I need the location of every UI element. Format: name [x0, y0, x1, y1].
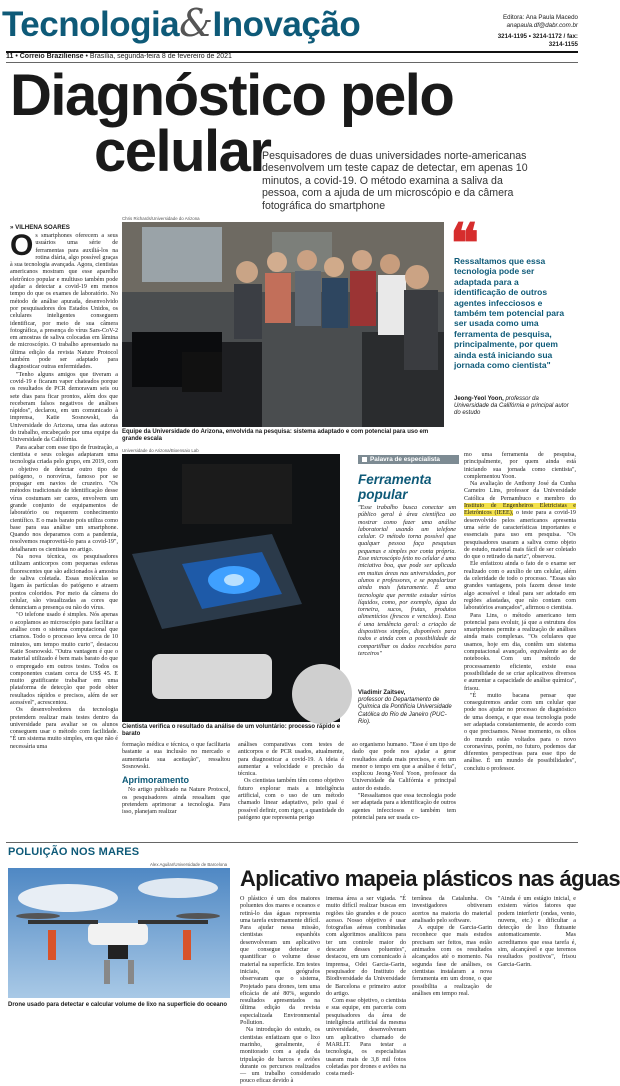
col1-paragraph-4: Na nova técnica, os pesquisadores utilizam anticorpos com pequenas esferas fluorescentes que são adicionados à amostra de saliva coletada. Essas moléculas se ligam às partículas do patógeno e atraem pontos coloridos. Por meio da câmera do celular, são visualizadas as cores que denunciam a presença ou não do vírus. [10, 554, 118, 612]
article1-column-2 [122, 742, 230, 838]
article-deck: Pesquisadores de duas universidades norte-americanas desenvolvem um teste capaz de detectar, em apenas 10 minutos, a covid-19. O método examina a saliva da pessoa, com a ajuda de um microscópio e da câmera fotográfica do smartphone [262, 150, 528, 212]
aprimoramento-subhead: Aprimoramento [122, 775, 190, 786]
expert-box-text: "Esse trabalho busca conectar um público geral à área científica ao mostrar como fazer uma análise laboratorial usando um telefone celular. O método torna possível que qualquer pessoa faça pesquisas pequenas e simples por conta própria. Esse microscópio feito no celular é uma iniciativa boa, que pode ser aplicada em muitas áreas nas universidades, por alunos e professores, e se popularizar ainda mais futuramente. É uma tecnologia que permite estudar vários líquidos, como, por exemplo, água da torneira, sucos, frutas, produtos alimentícios (frescos e vencidos). Essa é uma tendência geral: a criação de dispositivos simples, disponíveis para todos e ainda com a possibilidade de compartilhar os dados recebidos para terceiros" [358, 505, 456, 657]
pull-quote-attribution [454, 396, 574, 418]
section2-label: POLUIÇÃO NOS MARES [8, 846, 140, 858]
quote-icon: ❝ [450, 214, 480, 274]
article1-column-3 [238, 742, 344, 838]
expert-author: Vladimir Zaitsev, [358, 690, 406, 696]
article2-column-2 [326, 896, 406, 1078]
drone-photo [8, 868, 230, 998]
col5-text-2 [464, 481, 576, 561]
headline-line2: celular [94, 119, 271, 184]
col1-paragraph-6: Os desenvolvedores da tecnologia pretendem realizar mais testes dentro da universidade para avaliar se os alunos conseguem usar o método com facilidade. "É um sistema muito simples, em que não é necessária uma [10, 707, 118, 750]
team-photo-image [122, 222, 444, 427]
a2-col1-text: O plástico é um dos maiores poluentes dos mares e oceanos e retirá-lo das águas representa uma tarefa extremamente difícil. Para ajudar nessa missão, cientistas espanhóis desenvolveram um aplicativo que consegue detectar e quantificar o volume desse material na superfície. Em testes iniciais, os geógrafos observaram que o sistema, Projetado para drones, tem uma eficácia de até 80%, segundo resultados apresentados na última edição da revista especializada Environmental Pollution. [240, 896, 320, 1027]
section-masthead [2, 0, 472, 52]
a2-col2-text: Na introdução do estudo, os cientistas enfatizam que o lixo marinho, geralmente, é monitorado com a ajuda da tripulação de barcos e aviões durante os percursos realizados — um trabalho considerado pouco eficaz devido à [240, 1027, 320, 1085]
a2-col3-text: imensa área a ser vigiada. "É muito difícil realizar buscas em regiões tão grandes e de pouco acesso. Nosso objetivo é usar fotografias aéreas combinadas com algoritmos analíticos para ter um controle maior do descarte desses poluentes", destacou, em um comunicado à imprensa, Odei Garcia-Garin, pesquisador do Instituto de Biodiversidade da Universidade de Barcelona e primeiro autor do artigo. [326, 896, 406, 997]
pull-quote-role: professor da Universidade da Califórnia e principal autor do estudo [454, 396, 569, 417]
col5-text-2b: o teste para a covid-19 desenvolvido pelos americanos apresenta uma série de características importantes e essenciais para uso em pesquisa. "Os pesquisadores usaram a saliva como objeto de estudo, material mais fácil de ser coletado do que o retirado da nariz", observou. [464, 510, 576, 561]
article1-column-1 [10, 229, 118, 838]
a2-col5-text: terrânea da Catalunha. Os investigadores obtiveram acertos na maioria do material analisado pelo software. [412, 896, 492, 924]
col3-text-1: análises comparativas com testes de anticorpos e de PCR usados, atualmente, para diagnosticar a covid-19. A ideia é aumentar a velocidade e precisão da técnica. [238, 742, 344, 778]
article2-headline: Aplicativo mapeia plásticos nas águas [240, 866, 620, 891]
col2-text-2: No artigo publicado na Nature Protocol, os pesquisadores ainda ressaltam que pretendem aprimorar a tecnologia. Para isso, planejam realizar [122, 787, 230, 816]
smartphone-photo [122, 454, 340, 722]
col1-paragraph-1: s smartphones oferecem a seus usuários uma série de ferramentas para auxiliá-los na rotina diária, algo possível graças à sua tecnologia avançada. Agora, cientistas americanos mostram que esse aparelho eletrônico popular e multiuso também pode ajudar a detectar a covid-19 em menos tempo do que os exames de laboratório. No método de análise apurada, desenvolvido por pesquisadores dos Estados Unidos, os celulares inteligentes conseguem identificar, por meio de sua câmera fotográfica, a presença do vírus Sars-CoV-2 em amostras de saliva colocadas em lâmina de microscópio. O trabalho apresentado na última edição da revista Nature Protocol também pode ser adaptado para diagnosticar outras enfermidades. [10, 233, 118, 371]
article2-column-4 [498, 896, 576, 1020]
pull-quote: Ressaltamos que essa tecnologia pode ser adaptada para a identificação de outros agentes infecciosos e também tem potencial para ser usada como uma ferramenta de pesquisa, principalmente, por quem ainda está iniciando sua jornada como cientista" [454, 256, 565, 371]
smartphone-photo-image [122, 454, 340, 722]
masthead-title-part2: Inovação [212, 5, 361, 44]
photo2-caption: Cientista verifica o resultado da análise de um voluntário: processo rápido e barato [122, 724, 341, 737]
col1-paragraph-3: Para acabar com esse tipo de frustração, a cientista e seus colegas adaptaram uma tecnologia criada pelo grupo, em 2019, com o objetivo de detectar outro tipo de patógeno, o norovírus, famoso por se propagar em navios de cruzeiro. "Os métodos tradicionais de identificação desse vírus costumam ser caros, envolvem um grande conjunto de equipamentos de laboratório ou requerem conhecimento científico. E o mais barato pois utiliza como base para sua análise um smartphone. Quando nos deparamos com a pandemia, resolvemos reaproveitá-lo para a covid-19", detalharam os cientistas no artigo. [10, 444, 118, 553]
col4-text-2: "Ressaltamos que essa tecnologia pode ser adaptada para a identificação de outros agentes infecciosos e também tem potencial para ser usada co- [352, 793, 456, 821]
page-number: 11 [6, 53, 14, 60]
highlighted-ieee: Instituto de Engenheiros Eletricistas e Eletrônicos (IEEE), [464, 503, 576, 517]
a2-col4-text: Com esse objetivo, o cientista e sua equipe, em parceria com pesquisadores da área de inteligência artificial da mesma universidade, desenvolveram um aplicativo chamado de MARLIT. Para testar a tecnologia, os especialistas usaram mais de 3,8 mil fotos coletadas por drones e aviões na costa medi- [326, 998, 406, 1078]
col5-text-1: mo uma ferramenta de pesquisa, principalmente, por quem ainda está iniciando sua jornada como cientista", complementou Yoon. [464, 452, 576, 480]
expert-tag [358, 455, 459, 464]
photo3-caption: Drone usado para detectar e calcular volume de lixo na superfície do oceano [8, 1002, 228, 1008]
col5-text-3: Ele enfatizou ainda o fato de o exame ser realizado com o auxílio de um celular, além da celeridade de todo o processo. "Essas são grandes vantagens, pois fazem desse teste algo acessível e ideal para ser adotado em regiões afastadas, que não contam com laboratórios avançados", afirmou o cientista. [464, 561, 576, 612]
headline-line1: Diagnóstico pelo [10, 63, 454, 128]
col1-paragraph-2: "Tenho alguns amigos que tiveram a covid-19 e ficaram vaper chateados porque os resultados de PCR demoravam seis ou sete dias para ficar prontos, além dos que receberam falsos negativos de análises rápidos", declarou, em um comunicado à imprensa, Katie Sosnowski, da Universidade do Arizona, uma das autoras do trabalho, encabeçado por uma equipe da Universidade da Califórnia. [10, 371, 118, 444]
col1-paragraph-5: "O telefone usado é simples. Nós apenas o acoplamos ao microscópio para facilitar a análise com o sistema computacional que criamos. Todo o processo leva cerca de 10 minutos, um tempo muito curto", destacou Katie Sosnowski. "Outra vantagem é que o material utilizado é bem mais barato do que o empregado em outros testes. Todos os componentes custam cerca de US$ 45. E muito gratificante trabalhar em uma plataforma de detecção que pode obter resultados rápidos e precisos, além de ser acessível", acrescentou. [10, 612, 118, 706]
col5-text-4: Para Lins, o método americano tem potencial para evoluir, já que a estrutura dos smartphones permite a realização de análises ainda mais complexas. "Os celulares que usamos, hoje em dia, contêm um sistema computacional avançado, equivalente ao de notebooks. Com um método de processamento eficiente, existe essa possibilidade de se criar aplicativos diversos e aumentar a capacidade de análise química", frisou. [464, 612, 576, 692]
masthead-title-part1: Tecnologia [2, 5, 180, 44]
a2-col6-text: A equipe de Garcia-Garin reconhece que mais estudos precisam ser feitos, mas estão animados com os resultados alcançados até o momento. Na segunda fase de análises, os cientistas instalaram a nova ferramenta em um drone, o que possibilita a realização de análises em tempo real. [412, 925, 492, 997]
pull-quote-author: Jeong-Yeol Yoon, [454, 396, 504, 402]
masthead-ampersand: & [179, 1, 213, 45]
folio-line [6, 53, 232, 60]
photo2-credit: Universidade do Arizona/Bioensaio Lab [122, 448, 199, 453]
expert-box-title: Ferramenta popular [358, 472, 432, 502]
tag-square-icon [362, 457, 367, 462]
editor-info [488, 14, 578, 48]
section2-rule [6, 842, 578, 843]
col2-text-1: formação médica e técnica, o que facilitaria bastante a sua inclusão no mercado e aumentaria sua aceitação", ressaltou Sosnowski. [122, 742, 230, 770]
paper-name: • Correio Braziliense [15, 53, 84, 60]
editor-name: Editora: Ana Paula Macedo [503, 14, 578, 21]
expert-tag-label: Palavra de especialista [370, 456, 440, 463]
byline: » VILHENA SOARES [10, 224, 70, 231]
article2-column-1 [240, 896, 320, 1085]
col5-text-2a: Na avaliação de Anthony José da Cunha Carneiro Lins, professor da Universidade Católica de Pernambuco e membro do [464, 481, 576, 502]
drone-photo-image [8, 868, 230, 998]
editor-phones: 3214-1195 • 3214-1172 / fax: 3214-1155 [497, 33, 578, 48]
article1-column-4 [352, 742, 456, 838]
photo1-credit: Chris Richards/Universidade do Arizona [122, 216, 200, 221]
dropcap: O [10, 229, 34, 262]
expert-attribution [358, 690, 456, 726]
col4-text-1: ao organismo humano. "Esse é um tipo de dado que pode nos ajudar a gerar resultados ainda mais precisos, e em um menor o tempo em que a análise é feita", explicou Jeong-Yeol Yoon, professor da Universidade da Califórnia e principal autor do estudo. [352, 742, 456, 792]
col3-text-2: Os cientistas também têm como objetivo futuro explorar mais a inteligência artificial, com o uso de um método chamado linear adaptativo, pelo qual é possível definir, com rigor, a quantidade do patógeno que representa perigo [238, 778, 344, 821]
photo3-credit: Alex Aguilar/Universidade de Barcelona [150, 862, 228, 867]
editor-email[interactable]: anapaula.df@dabr.com.br [506, 21, 578, 29]
expert-role: professor do Departamento de Química da Pontifícia Universidade Católica do Rio de Janeiro (PUC-Rio). [358, 697, 452, 725]
col5-text-5: "É muito bacana pensar que conseguiremos andar com um celular que pode nos ajudar no processo de diagnóstico de uma doença, e que essa tecnologia pode ser adaptada constantemente, de acordo com o que precisamos. Nesse momento, os olhos do mundo estão voltados para o novo coronavírus, porém, no futuro, podemos dar diferentes perspectivas para esse tipo de análise. É um mundo de possibilidades", concluiu o professor. [464, 692, 576, 772]
article1-column-5 [464, 452, 576, 838]
a2-col7-text: "Ainda é um estágio inicial, e existem vários fatores que podem interferir (ondas, vento, nuvens, etc.) e dificultar a detecção de lixo flutuante automaticamente. Mas acreditamos que essa tarefa é, sim, alcançável e que teremos resultados positivos", frisou Garcia-Garin. [498, 896, 576, 968]
edition-date: • Brasília, segunda-feira 8 de fevereiro de 2021 [85, 53, 232, 60]
team-photo [122, 222, 444, 427]
photo1-caption: Equipe da Universidade do Arizona, envolvida na pesquisa: sistema adaptado e com potencial para uso em grande escala [122, 429, 429, 442]
article2-column-3 [412, 896, 492, 1020]
